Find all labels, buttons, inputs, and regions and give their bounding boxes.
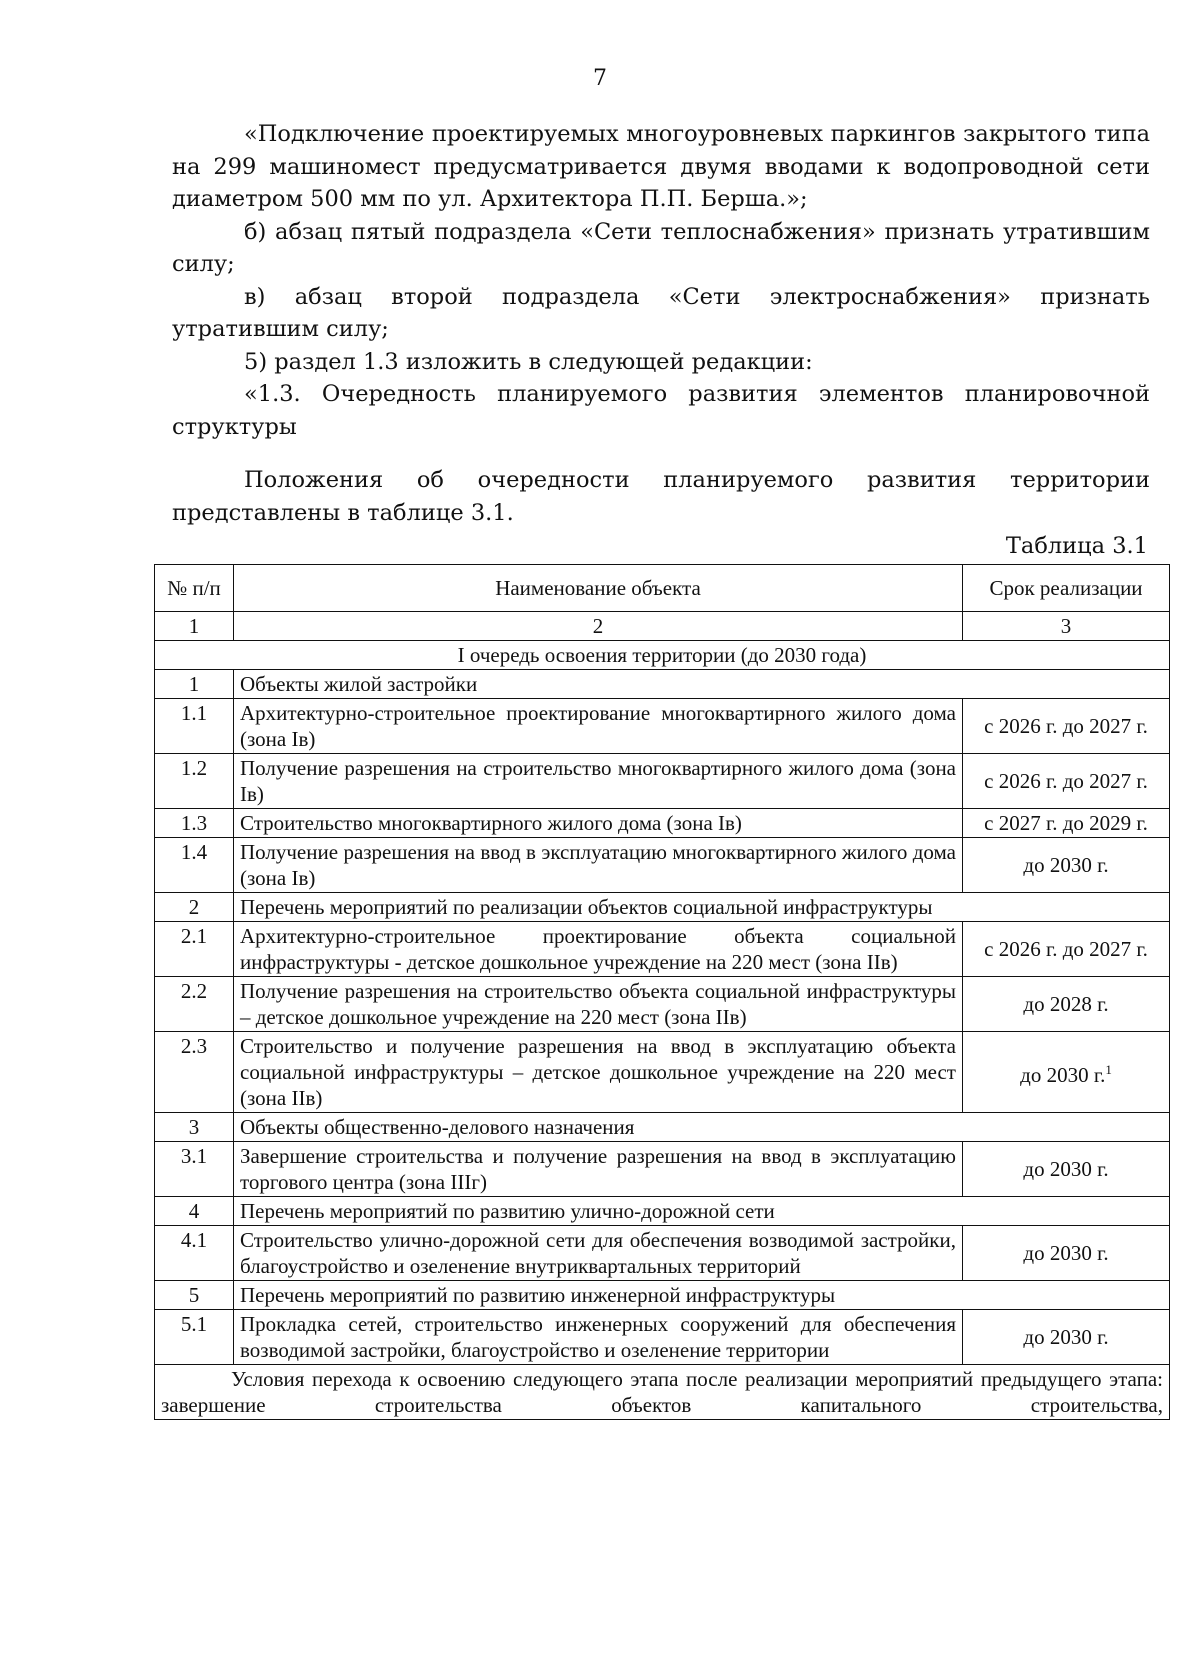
term-text: до 2030 г. <box>1023 1325 1109 1349</box>
row-number: 4 <box>155 1197 234 1226</box>
object-name: Прокладка сетей, строительство инженерных сооружений для обеспечения возводимой застройки, благоустройство и озеленение территории <box>234 1310 963 1365</box>
object-name: Архитектурно-строительное проектирование многоквартирного жилого дома (зона Iв) <box>234 699 963 754</box>
paragraph: 5) раздел 1.3 изложить в следующей редакции: <box>244 348 813 375</box>
object-name: Получение разрешения на ввод в эксплуатацию многоквартирного жилого дома (зона Iв) <box>234 838 963 893</box>
object-name: Объекты жилой застройки <box>234 670 1170 699</box>
row-number: 1.1 <box>155 699 234 754</box>
header-cell: № п/п <box>155 565 234 612</box>
table-header-numbers-row <box>155 612 1170 641</box>
term-text: с 2026 г. до 2027 г. <box>984 769 1148 793</box>
implementation-term <box>963 699 1170 754</box>
term-text: до 2030 г. <box>1020 1062 1106 1087</box>
stage-transition-conditions: Условия перехода к освоению следующего этапа после реализации мероприятий предыдущего этапа: завершение строительства объектов капитального строительства, <box>155 1365 1170 1420</box>
row-number: 2.1 <box>155 922 234 977</box>
term-text: до 2028 г. <box>1023 992 1109 1016</box>
object-name: Получение разрешения на строительство многоквартирного жилого дома (зона Iв) <box>234 754 963 809</box>
row-number: 5 <box>155 1281 234 1310</box>
implementation-term <box>963 754 1170 809</box>
implementation-term <box>963 1142 1170 1197</box>
header-number-cell: 3 <box>963 612 1170 641</box>
header-number-cell: 2 <box>234 612 963 641</box>
table-row <box>155 1032 1170 1113</box>
term-text: с 2027 г. до 2029 г. <box>984 811 1148 835</box>
object-name: Перечень мероприятий по развитию улично-дорожной сети <box>234 1197 1170 1226</box>
implementation-term <box>963 1032 1170 1113</box>
table-row <box>155 1310 1170 1365</box>
row-number: 1.3 <box>155 809 234 838</box>
table-row <box>155 1226 1170 1281</box>
table-footer-row <box>155 1365 1170 1420</box>
paragraph: «1.3. Очередность планируемого развития элементов планировочной структуры <box>172 381 1150 440</box>
row-number: 2 <box>155 893 234 922</box>
table-section-row <box>155 1113 1170 1142</box>
table-row <box>155 922 1170 977</box>
term-text: до 2030 г. <box>1023 1157 1109 1181</box>
table-row <box>155 754 1170 809</box>
term-text: до 2030 г. <box>1023 1241 1109 1265</box>
table-section-row <box>155 1197 1170 1226</box>
row-number: 2.2 <box>155 977 234 1032</box>
object-name: Строительство многоквартирного жилого дома (зона Iв) <box>234 809 963 838</box>
row-number: 2.3 <box>155 1032 234 1113</box>
header-cell: Наименование объекта <box>234 565 963 612</box>
body-text-top <box>172 118 1150 443</box>
row-number: 1 <box>155 670 234 699</box>
header-number-cell: 1 <box>155 612 234 641</box>
paragraph: «Подключение проектируемых многоуровневых паркингов закрытого типа на 299 машиномест предусматривается двумя вводами к водопроводной сети диаметром 500 мм по ул. Архитектора П.П. Берша.»; <box>172 121 1150 212</box>
object-name: Перечень мероприятий по развитию инженерной инфраструктуры <box>234 1281 1170 1310</box>
term-text: с 2026 г. до 2027 г. <box>984 937 1148 961</box>
paragraph: Положения об очередности планируемого развития территории представлены в таблице 3.1. <box>172 467 1150 526</box>
body-text-intro <box>172 464 1150 529</box>
stage-title: I очередь освоения территории (до 2030 года) <box>155 641 1170 670</box>
object-name: Объекты общественно-делового назначения <box>234 1113 1170 1142</box>
table-caption: Таблица 3.1 <box>1005 533 1148 559</box>
object-name: Архитектурно-строительное проектирование объекта социальной инфраструктуры - детское дошкольное учреждение на 220 мест (зона IIв) <box>234 922 963 977</box>
header-cell: Срок реализации <box>963 565 1170 612</box>
table-section-row <box>155 893 1170 922</box>
row-number: 3.1 <box>155 1142 234 1197</box>
object-name: Строительство улично-дорожной сети для обеспечения возводимой застройки, благоустройство и озеленение внутриквартальных территорий <box>234 1226 963 1281</box>
schedule-table <box>154 564 1170 1420</box>
table-row <box>155 1142 1170 1197</box>
table-section-row <box>155 1281 1170 1310</box>
implementation-term <box>963 1226 1170 1281</box>
footnote-mark: 1 <box>1105 1061 1112 1077</box>
row-number: 1.4 <box>155 838 234 893</box>
table-header-row <box>155 565 1170 612</box>
row-number: 4.1 <box>155 1226 234 1281</box>
paragraph: б) абзац пятый подраздела «Сети теплоснабжения» признать утратившим силу; <box>172 218 1150 277</box>
implementation-term <box>963 1310 1170 1365</box>
paragraph: в) абзац второй подраздела «Сети электроснабжения» признать утратившим силу; <box>172 283 1150 342</box>
table-row <box>155 838 1170 893</box>
implementation-term <box>963 977 1170 1032</box>
object-name: Завершение строительства и получение разрешения на ввод в эксплуатацию торгового центра (зона IIIг) <box>234 1142 963 1197</box>
implementation-term <box>963 922 1170 977</box>
implementation-term <box>963 838 1170 893</box>
table-row <box>155 977 1170 1032</box>
term-text: до 2030 г. <box>1023 853 1109 877</box>
object-name: Строительство и получение разрешения на ввод в эксплуатацию объекта социальной инфраструктуры – детское дошкольное учреждение на 220 мест (зона IIв) <box>234 1032 963 1113</box>
stage-title-row <box>155 641 1170 670</box>
page-number: 7 <box>593 66 607 91</box>
table-row <box>155 809 1170 838</box>
row-number: 1.2 <box>155 754 234 809</box>
object-name: Перечень мероприятий по реализации объектов социальной инфраструктуры <box>234 893 1170 922</box>
term-text: с 2026 г. до 2027 г. <box>984 714 1148 738</box>
table-row <box>155 699 1170 754</box>
table-section-row <box>155 670 1170 699</box>
object-name: Получение разрешения на строительство объекта социальной инфраструктуры – детское дошкольное учреждение на 220 мест (зона IIв) <box>234 977 963 1032</box>
implementation-term <box>963 809 1170 838</box>
row-number: 3 <box>155 1113 234 1142</box>
row-number: 5.1 <box>155 1310 234 1365</box>
